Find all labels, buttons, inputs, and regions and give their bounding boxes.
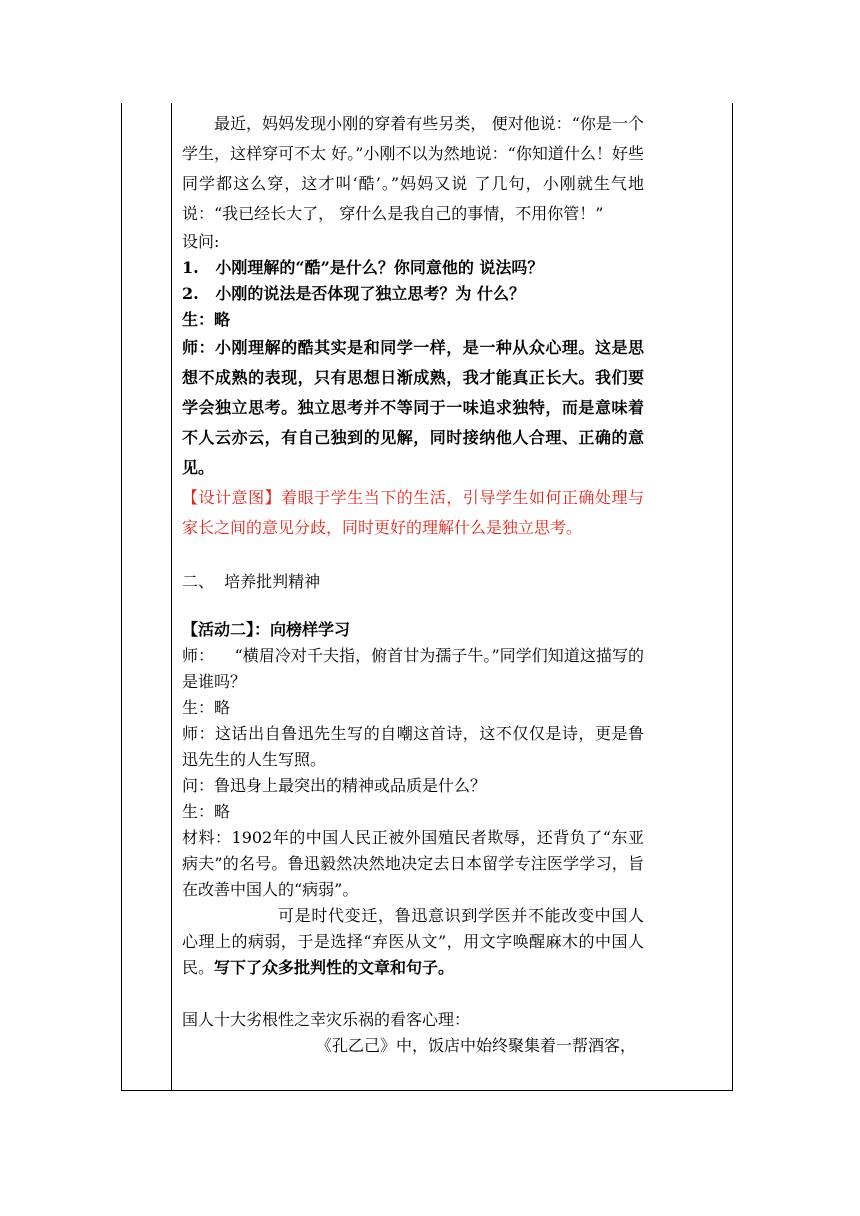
activity-title: 【活动二】：向榜样学习 <box>182 620 351 639</box>
table-line-bottom <box>121 1090 733 1091</box>
question-2: 2. 小刚的说法是否体现了独立思考？为 什么？ <box>182 284 525 303</box>
material-paragraph: 材料：1902年的中国人民正被外国殖民者欺辱，还背负了“东亚病夫”的名号。鲁迅毅然决然地决定去日本留学专注医学学习，旨在改善中国人的“病弱”。 <box>182 828 644 899</box>
section-heading: 二、 培养批判精神 <box>182 572 321 591</box>
table-line-right <box>732 103 733 1091</box>
change-paragraph <box>182 903 644 981</box>
change-bold-text: 写下了众多批判性的文章和句子。 <box>214 958 455 977</box>
student-line-1: 生：略 <box>182 698 231 717</box>
spacer <box>182 595 644 617</box>
table-line-column <box>171 103 172 1091</box>
lesson-content <box>182 109 644 1059</box>
student-answer: 生：略 <box>182 310 231 329</box>
kong-yiji-line: 《孔乙己》中，饭店中始终聚集着一帮酒客， <box>316 1036 637 1055</box>
student-line-2: 生：略 <box>182 802 231 821</box>
question-line: 问：鲁迅身上最突出的精神或品质是什么？ <box>182 776 487 795</box>
change-text: 可是时代变迁，鲁迅意识到学医并不能改变中国人心理上的病弱，于是选择“弃医从文”，用文字唤醒麻木的中国人民。 <box>182 906 644 977</box>
design-intent: 【设计意图】着眼于学生当下的生活，引导学生如何正确处理与家长之间的意见分歧，同时更好的理解什么是独立思考。 <box>182 488 644 537</box>
story-passage: 最近，妈妈发现小刚的穿着有些另类， 便对他说：“你是一个学生，这样穿可不太 好。”小刚不以为然地说：“你知道什么！好些同学都这么穿，这才叫‘酷’。”妈妈又说 了几句，小刚就生气地说：“我已经长大了， 穿什么是我自己的事情，不用你管！” <box>182 114 644 223</box>
spacer <box>182 543 644 569</box>
teacher-line-2: 师：这话出自鲁迅先生写的自嘲这首诗，这不仅仅是诗，更是鲁迅先生的人生写照。 <box>182 724 644 769</box>
spacer <box>182 981 644 1007</box>
table-line-left <box>121 103 122 1091</box>
national-trait-line: 国人十大劣根性之幸灾乐祸的看客心理： <box>182 1010 471 1029</box>
question-label: 设问: <box>182 232 220 251</box>
teacher-line-1: 师： “横眉冷对千夫指，俯首甘为孺子牛。”同学们知道这描写的是谁吗？ <box>182 646 644 691</box>
teacher-explanation: 师：小刚理解的酷其实是和同学一样，是一种从众心理。这是思想不成熟的表现，只有思想日渐成熟，我才能真正长大。我们要学会独立思考。独立思考并不等同于一味追求独特，而是意味着不人云亦云，有自己独到的见解，同时接纳他人合理、正确的意见。 <box>182 338 644 477</box>
question-1: 1. 小刚理解的“酷”是什么？你同意他的 说法吗？ <box>182 258 544 277</box>
